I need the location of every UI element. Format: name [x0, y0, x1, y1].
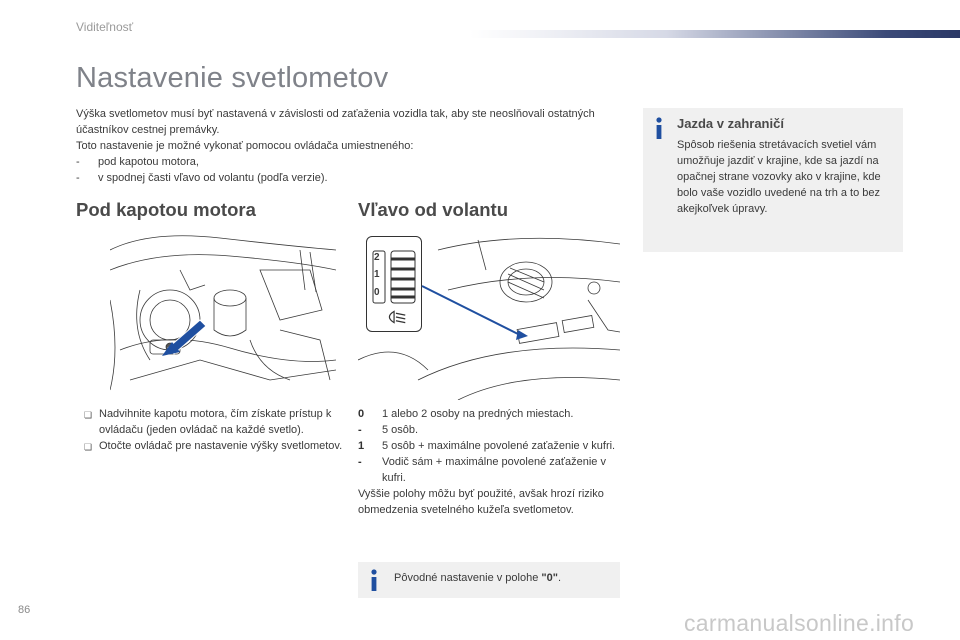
intro-item	[76, 154, 616, 170]
intro-item	[76, 170, 616, 186]
hint-box	[358, 562, 620, 598]
position-desc: 1 alebo 2 osoby na predných miestach.	[382, 408, 574, 420]
position-desc: 5 osôb + maximálne povolené zaťaženie v kufri.	[382, 440, 616, 452]
position-desc: 5 osôb.	[382, 424, 419, 436]
page-number: 86	[18, 604, 31, 616]
square-check-icon: ❏	[84, 442, 93, 452]
positions-note: Vyššie polohy môžu byť použité, avšak hrozí riziko obmedzenia svetelného kužeľa svetlometov.	[358, 488, 604, 516]
intro-text	[76, 106, 616, 186]
dash-mark: -	[76, 172, 80, 184]
switch-label: 2	[374, 252, 380, 263]
dash-mark: -	[76, 156, 80, 168]
hint-value: "0"	[541, 572, 558, 584]
under-hood-instructions	[84, 406, 344, 455]
info-box-title: Jazda v zahraničí	[677, 116, 784, 131]
switch-label: 1	[374, 269, 380, 280]
switch-label: 0	[374, 287, 380, 298]
engine-bay-illustration	[110, 230, 336, 400]
page-title: Nastavenie svetlometov	[76, 62, 389, 94]
watermark: carmanualsonline.info	[684, 610, 915, 636]
pointer-line-icon	[358, 230, 620, 400]
position-row	[358, 438, 620, 454]
instruction-text: Otočte ovládač pre nastavenie výšky svetlometov.	[99, 440, 343, 452]
info-icon	[653, 116, 665, 140]
intro-item-text: v spodnej časti vľavo od volantu (podľa verzie).	[98, 172, 328, 184]
header-bar	[470, 30, 960, 38]
info-box-abroad	[643, 108, 903, 252]
pointer-arrow-icon	[110, 230, 336, 400]
square-check-icon: ❏	[84, 410, 93, 420]
switch-positions-list	[358, 406, 620, 518]
position-row	[358, 422, 620, 438]
hint-text: Pôvodné nastavenie v polohe "0".	[394, 572, 562, 584]
intro-paragraph: Výška svetlometov musí byť nastavená v závislosti od zaťaženia vozidla tak, aby ste neoslňovali ostatných účastníkov cestnej premávky.	[76, 108, 595, 136]
dashboard-illustration	[358, 230, 620, 400]
heading-left-of-wheel: Vľavo od volantu	[358, 199, 509, 220]
info-icon	[368, 568, 380, 592]
position-desc: Vodič sám + maximálne povolené zaťaženie v kufri.	[382, 456, 606, 484]
instruction-text: Nadvihnite kapotu motora, čím získate prístup k ovládaču (jeden ovládač na každé svetlo).	[99, 408, 332, 436]
position-row	[358, 454, 620, 486]
instruction-item	[84, 406, 344, 438]
position-code: 0	[358, 408, 365, 420]
position-code: -	[358, 456, 362, 468]
position-row	[358, 406, 620, 422]
position-code: 1	[358, 440, 365, 452]
section-label: Viditeľnosť	[76, 20, 134, 34]
heading-under-hood: Pod kapotou motora	[76, 199, 256, 220]
info-box-text: Spôsob riešenia stretávacích svetiel vám umožňuje jazdiť v krajine, kde sa jazdí na opačnej strane vozovky ako v krajine, kde bolo vaše vozidlo uvedené na trh a to bez akejkoľvek úpravy.	[677, 139, 881, 215]
position-code: -	[358, 424, 362, 436]
intro-paragraph: Toto nastavenie je možné vykonať pomocou ovládača umiestneného:	[76, 140, 414, 152]
intro-item-text: pod kapotou motora,	[98, 156, 199, 168]
instruction-item	[84, 438, 344, 455]
